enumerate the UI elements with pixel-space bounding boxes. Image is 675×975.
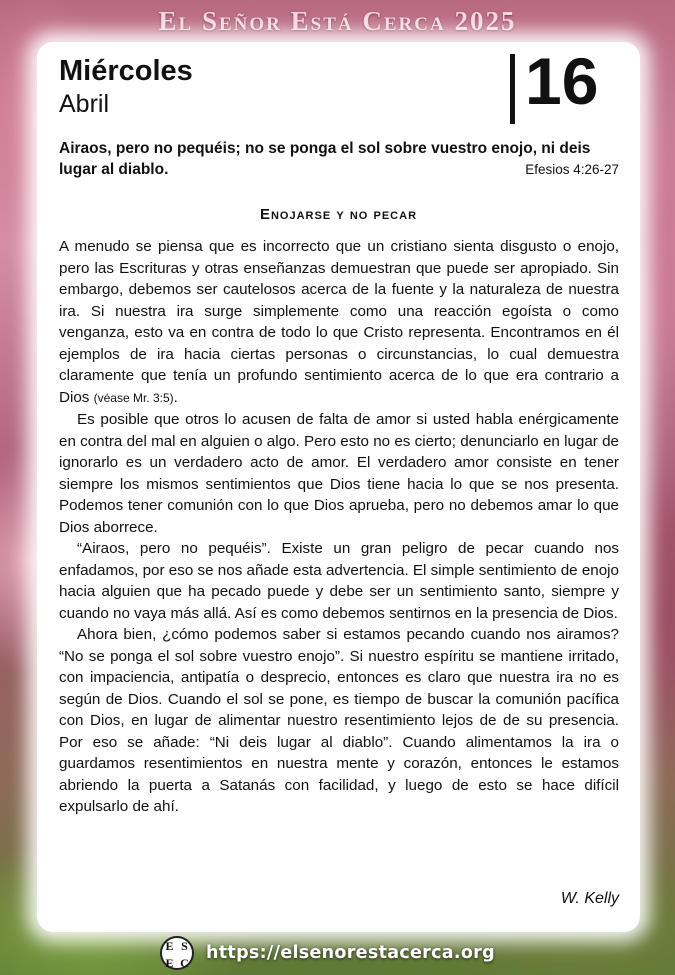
logo-letter: E: [165, 956, 174, 970]
month-label: Abril: [59, 90, 110, 118]
weekday-label: Miércoles: [59, 55, 193, 87]
paragraph: Es posible que otros lo acusen de falta de amor si usted habla enérgicamente en contra del mal en alguien o algo. Pero esto no es cierto; denunciarlo en lugar de ignorarlo es un verdadero acto de amor. El verdadero amor consiste en tener siempre los mismos sentimientos que Dios tiene hacia lo que se nos presenta. Podemos tener comunión con lo que Dios aprueba, pero no debemos amar lo que Dios aborrece.: [59, 411, 619, 536]
logo-letter: C: [180, 956, 189, 970]
paragraph: [59, 236, 619, 409]
logo-letter: E: [165, 939, 174, 953]
section-title: Enojarse y no pecar: [259, 206, 418, 223]
website-link[interactable]: https://elsenorestacerca.org: [206, 943, 495, 963]
esec-logo-icon: [160, 936, 194, 970]
day-number: 16: [525, 44, 599, 118]
devotional-card: [37, 42, 640, 932]
date-divider: [510, 54, 515, 124]
author-signature: W. Kelly: [560, 890, 619, 907]
devotional-body: [59, 236, 619, 818]
footer: [160, 935, 495, 971]
paragraph: “Airaos, pero no pequéis”. Existe un gran peligro de pecar cuando nos enfadamos, por eso se nos añade esta advertencia. El simple sentimiento de enojo hacia alguien que ha pecado puede y debe ser un sentimiento santo, siempre y cuando no vaya más allá. Así es como debemos sentirnos en la presencia de Dios.: [59, 540, 619, 622]
paragraph-text: A menudo se piensa que es incorrecto que un cristiano sienta disgusto o enojo, pero las Escrituras y otras enseñanzas demuestran que puede ser apropiado. Sin embargo, debemos ser cautelosos acerca de la fuente y la naturaleza de nuestra ira. Si nuestra ira surge simplemente como una reacción egoísta o como venganza, esto va en contra de todo lo que Cristo representa. Encontramos en él ejemplos de ira hacia ciertas personas o circunstancias, lo cual demuestra claramente que tenía un profundo sentimiento acerca de lo que era contrario a Dios: [59, 238, 619, 406]
verse-reference: Efesios 4:26-27: [525, 162, 619, 177]
paragraph-end: .: [173, 388, 178, 406]
publication-title: El Señor Está Cerca 2025: [158, 6, 517, 36]
logo-letter: S: [181, 939, 188, 953]
scripture-reference: (véase Mr. 3:5): [93, 390, 174, 405]
paragraph: Ahora bien, ¿cómo podemos saber si estamos pecando cuando nos airamos? “No se ponga el sol sobre vuestro enojo”. Si nuestro espíritu se mantiene irritado, con impaciencia, antipatía o desprecio, entonces es claro que nuestra ira no es según de Dios. Cuando el sol se pone, es tiempo de buscar la comunión pacífica con Dios, en lugar de alimentar nuestro resentimiento lejos de de su presencia. Por eso se añade: “Ni deis lugar al diablo”. Cuando alimentamos la ira o guardamos resentimientos en nuestra mente y corazón, entonces le estamos abriendo la puerta a Satanás con facilidad, y luego de esto se hace difícil expulsarlo de ahí.: [59, 626, 619, 815]
verse-text: Airaos, pero no pequéis; no se ponga el sol sobre vuestro enojo, ni deis lugar al diablo.: [59, 140, 591, 178]
